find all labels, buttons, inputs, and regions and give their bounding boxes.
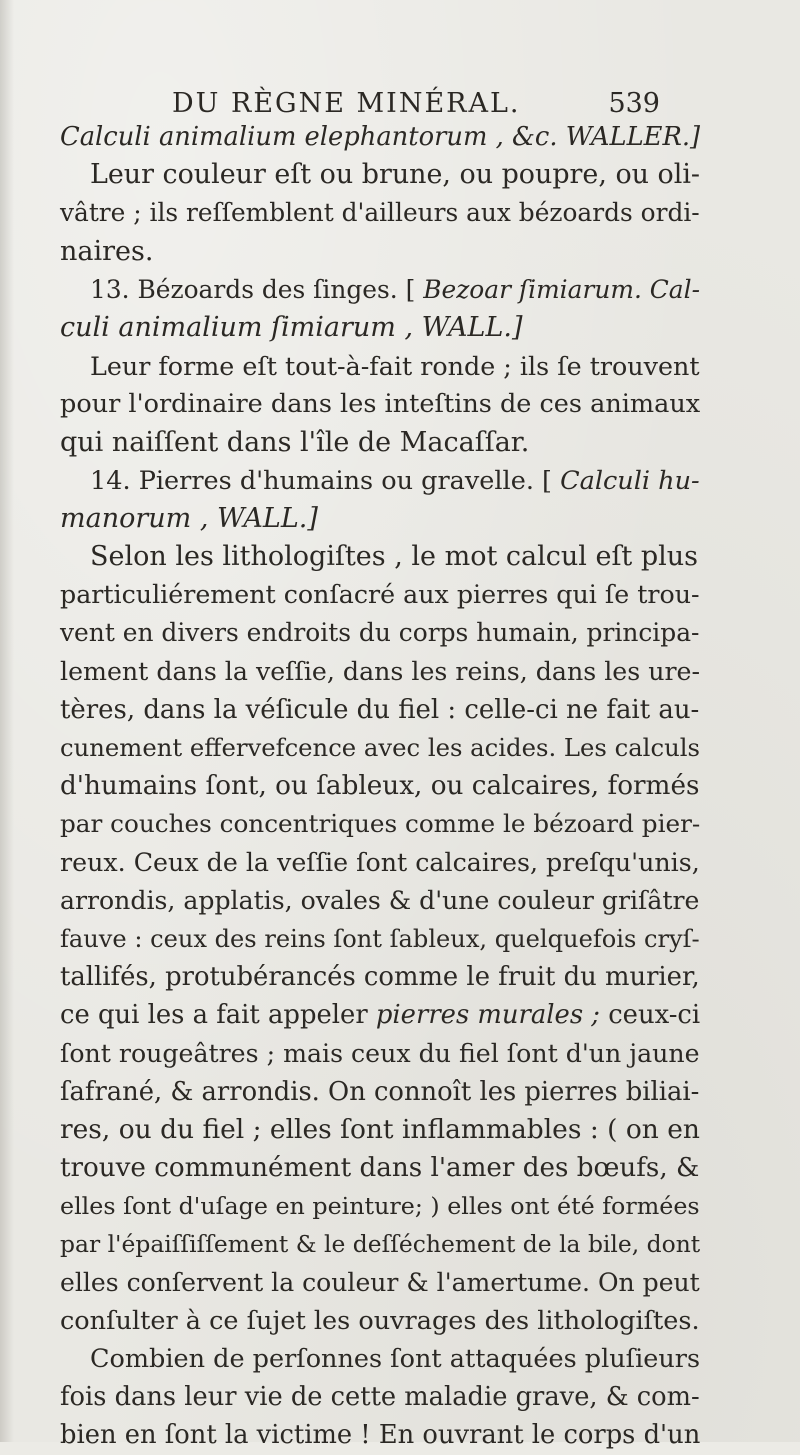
line-text: res, ou du fiel ; elles ſont inflammables : ( on en — [60, 1113, 700, 1145]
line-text: fauve : ceux des reins ſont ſableux, quelquefois cryſ- — [60, 924, 700, 953]
line-text: qui naiſſent dans l'île de Macaſſar. — [60, 426, 530, 458]
line-text: pour l'ordinaire dans les inteſtins de ces animaux — [60, 389, 701, 420]
text-line — [60, 118, 700, 156]
text-line — [60, 500, 700, 538]
line-text: particuliérement conſacré aux pierres qui ſe trou- — [60, 580, 700, 610]
text-line — [60, 767, 700, 805]
text-line — [60, 1302, 700, 1340]
line-text: Leur couleur eſt ou brune, ou poupre, ou oli- — [90, 159, 701, 191]
text-line — [60, 1225, 700, 1263]
text-line — [60, 1378, 700, 1416]
line-text: par couches concentriques comme le bézoard pier- — [60, 809, 701, 839]
text-line — [60, 233, 700, 271]
line-text: par l'épaiſſiſſement & le deſſéchement de la bile, dont — [60, 1230, 701, 1259]
text-line — [60, 1073, 700, 1111]
line-text: reux. Ceux de la veſſie ſont calcaires, preſqu'unis, — [60, 847, 700, 877]
text-line — [60, 347, 700, 385]
line-text-part: pierres murales ; — [375, 1000, 600, 1031]
text-line — [60, 1035, 700, 1073]
text-line — [60, 271, 700, 309]
running-head: DU RÈGNE MINÉRAL. — [172, 88, 521, 119]
text-line — [60, 958, 700, 996]
line-text: Combien de perſonnes ſont attaquées pluſieurs — [90, 1344, 701, 1374]
text-line — [60, 194, 700, 232]
line-text: culi animalium ſimiarum , WALL.] — [60, 311, 523, 343]
line-text: cunement effervefcence avec les acides. Les calculs — [60, 733, 700, 762]
text-line — [60, 920, 700, 958]
text-line — [60, 996, 700, 1034]
line-text-part: Bezoar ſimiarum. Cal- — [423, 274, 700, 304]
line-text: lement dans la veſſie, dans les reins, dans les ure- — [60, 656, 701, 686]
line-text: Selon les lithologiſtes , le mot calcul eſt plus — [90, 541, 699, 573]
line-text: vâtre ; ils reſſemblent d'ailleurs aux bézoards ordi- — [60, 198, 700, 228]
text-line — [60, 385, 700, 423]
line-text: manorum , WALL.] — [60, 502, 318, 534]
line-text: Calculi animalium elephantorum , &c. WALLER.] — [60, 122, 701, 152]
text-line — [60, 1187, 700, 1225]
line-text: naires. — [60, 235, 154, 267]
line-text-part: ceux-ci — [600, 1000, 701, 1031]
line-text: trouve communément dans l'amer des bœufs, & — [60, 1153, 700, 1184]
line-text-part: ce qui les a fait appeler — [60, 1000, 376, 1031]
text-line — [60, 309, 700, 347]
line-text: bien en ſont la victime ! En ouvrant le corps d'un — [60, 1420, 701, 1451]
text-line — [60, 1111, 700, 1149]
text-line — [60, 1340, 700, 1378]
page-number: 539 — [608, 88, 660, 119]
text-line — [60, 156, 700, 194]
text-line — [60, 576, 700, 614]
text-line — [60, 538, 700, 576]
text-line — [60, 844, 700, 882]
line-text: vent en divers endroits du corps humain, principa- — [60, 618, 700, 648]
line-text: tères, dans la véſicule du fiel : celle-ci ne fait au- — [60, 694, 700, 725]
text-line — [60, 614, 700, 652]
line-text-part: 13. Bézoards des ſinges. [ — [90, 274, 424, 304]
page-gutter-shadow — [0, 0, 14, 1442]
line-text: elles conſervent la couleur & l'amertume. On peut — [60, 1267, 700, 1297]
text-line — [60, 691, 700, 729]
line-text: elles ſont d'uſage en peinture; ) elles ont été formées — [60, 1192, 700, 1221]
body-text — [60, 118, 700, 1455]
text-line — [60, 1264, 700, 1302]
line-text: d'humains ſont, ou ſableux, ou calcaires, formés — [60, 771, 700, 802]
text-line — [60, 1416, 700, 1454]
line-text: Leur forme eſt tout-à-fait ronde ; ils ſe trouvent — [90, 351, 700, 382]
line-text: ſafrané, & arrondis. On connoît les pierres biliai- — [60, 1076, 700, 1107]
line-text: conſulter à ce ſujet les ouvrages des lithologiſtes. — [60, 1305, 700, 1336]
line-text: fois dans leur vie de cette maladie grave, & com- — [60, 1382, 700, 1413]
text-line — [60, 462, 700, 500]
text-line — [60, 805, 700, 843]
text-line — [60, 653, 700, 691]
text-line — [60, 1149, 700, 1187]
text-line — [60, 882, 700, 920]
line-text: arrondis, applatis, ovales & d'une couleur griſâtre — [60, 885, 700, 915]
line-text-part: Calculi hu- — [560, 465, 700, 496]
line-text-part: 14. Pierres d'humains ou gravelle. [ — [90, 465, 561, 496]
line-text: ſont rougeâtres ; mais ceux du fiel ſont d'un jaune — [60, 1038, 700, 1068]
text-line — [60, 424, 700, 462]
line-text: tallifés, protubérancés comme le fruit du murier, — [60, 962, 700, 993]
text-line — [60, 729, 700, 767]
